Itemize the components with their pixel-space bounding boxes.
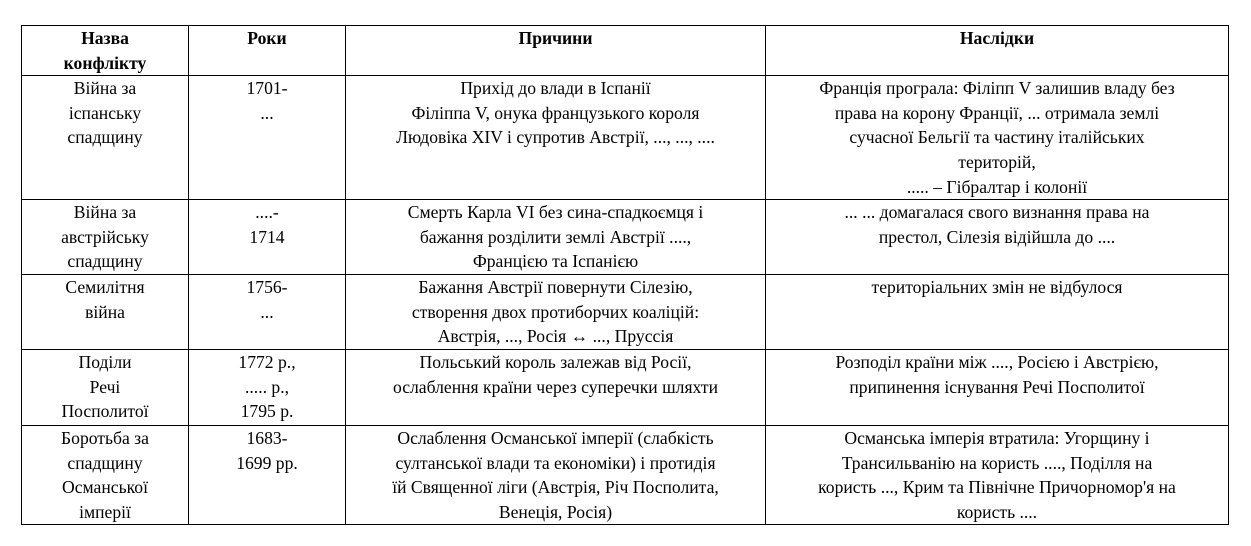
cell-years: 1756- ... xyxy=(189,275,346,350)
document-page xyxy=(21,25,1229,525)
cell-years: 1701- ... xyxy=(189,76,346,200)
cell-causes: Ослаблення Османської імперії (слабкість султанської влади та економіки) і протидія їй Священної ліги (Австрія, Річ Посполита, Венеція, Росія) xyxy=(346,425,766,524)
cell-causes: Бажання Австрії повернути Сілезію, створення двох протиборчих коаліцій: Австрія, ..., Росія ↔ ..., Пруссія xyxy=(346,275,766,350)
header-years: Роки xyxy=(189,26,346,76)
cell-results: Франція програла: Філіпп V залишив владу без права на корону Франції, ... отримала землі сучасної Бельгії та частину італійських територій, ..... – Гібралтар і колонії xyxy=(766,76,1229,200)
table-row xyxy=(22,425,1229,524)
cell-causes: Польський король залежав від Росії, ослаблення країни через суперечки шляхти xyxy=(346,349,766,425)
cell-conflict-name: Поділи Речі Посполитої xyxy=(22,349,189,425)
table-row xyxy=(22,76,1229,200)
header-causes: Причини xyxy=(346,26,766,76)
header-results: Наслідки xyxy=(766,26,1229,76)
cell-conflict-name: Війна за австрійську спадщину xyxy=(22,200,189,275)
cell-results: ... ... домагалася свого визнання права на престол, Сілезія відійшла до .... xyxy=(766,200,1229,275)
cell-causes: Смерть Карла VI без сина-спадкоємця і бажання розділити землі Австрії ...., Францією та Іспанією xyxy=(346,200,766,275)
cell-results: Османська імперія втратила: Угорщину і Трансильванію на користь ...., Поділля на користь ..., Крим та Північне Причорномор'я на користь .... xyxy=(766,425,1229,524)
cell-results: Розподіл країни між ...., Росією і Австрією, припинення існування Речі Посполитої xyxy=(766,349,1229,425)
cell-years: 1772 р., ..... р., 1795 р. xyxy=(189,349,346,425)
cell-years: ....- 1714 xyxy=(189,200,346,275)
table-row xyxy=(22,349,1229,425)
table-row xyxy=(22,200,1229,275)
cell-conflict-name: Боротьба за спадщину Османської імперії xyxy=(22,425,189,524)
cell-results: територіальних змін не відбулося xyxy=(766,275,1229,350)
conflicts-table xyxy=(21,25,1229,525)
cell-years: 1683- 1699 рр. xyxy=(189,425,346,524)
table-header-row xyxy=(22,26,1229,76)
cell-conflict-name: Семилітня війна xyxy=(22,275,189,350)
cell-conflict-name: Війна за іспанську спадщину xyxy=(22,76,189,200)
cell-causes: Прихід до влади в Іспанії Філіппа V, онука французького короля Людовіка XIV і супротив Австрії, ..., ..., .... xyxy=(346,76,766,200)
header-conflict-name: Назва конфлікту xyxy=(22,26,189,76)
table-row xyxy=(22,275,1229,350)
